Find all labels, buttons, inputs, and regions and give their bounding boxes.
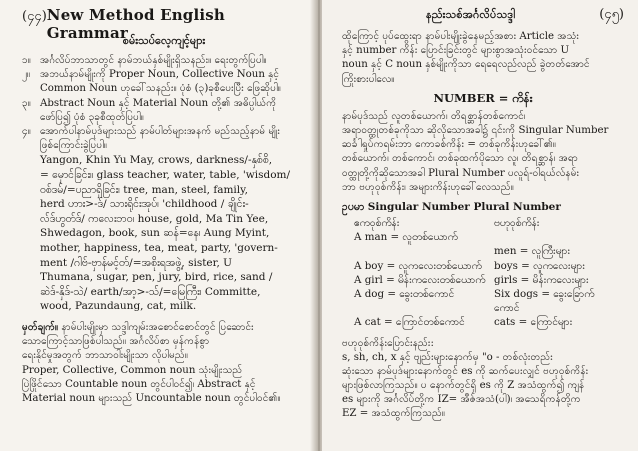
word-list-line: Thumana, sugar, pen, jury, bird, rice, sand /	[40, 271, 273, 284]
table-row	[342, 315, 624, 329]
rule-line: EZ = အသံထွက်ကြသည်။	[342, 408, 446, 420]
word-list-line: ment /ဂါဗ်-ဗှာန်မင့်တ်/=အစိုးရအဖွဲ့, sister, U	[40, 256, 233, 269]
singular-cell: A girl = မိန်းကလေးတစ်ယောက်	[354, 273, 486, 286]
number-line: ဆင်္ခါရှုပ်ကရမ်းဘာ ကောခစ်ကိန်း = တစ်ခုကိန်းဟုခေါ်၏။	[342, 139, 556, 151]
plural-cell: boys = လူကလေးများ	[494, 259, 586, 272]
singular-cell	[342, 244, 494, 258]
left-running-title: New Method English Grammar	[46, 6, 226, 42]
number-paragraph	[342, 110, 624, 195]
rule-line: s, sh, ch, x နှင့် ဗျည်းများနောက်မှ "o - တစ်လုံးတည်း	[342, 351, 553, 363]
word-list-line: Shwedagon, book, sun ဆန်=နေ၊ Aung Myint,	[40, 227, 270, 240]
table-row	[342, 287, 624, 301]
table-row	[342, 301, 624, 315]
example-table-title: ဥပမာ Singular Number Plural Number	[342, 201, 561, 214]
number-heading: NUMBER = ကိန်း	[433, 90, 533, 105]
exercise-text: အဘယ်နာမ်မျိုးကို Proper Noun, Collective Noun နှင့် Common Noun ဟုခေါ်သနည်း။ ပုံစံ (၃)ခုစီပေးပြီး ဖြေဆိုပါ။	[40, 69, 281, 95]
right-page-number: (၄၅)	[599, 7, 624, 22]
word-list-line: herd ဟား>-ဒ်/ သားရိုင်းအုပ်၊ 'childhood / ချိုင်း-	[40, 198, 249, 211]
example-table-header	[342, 216, 624, 230]
note-line: သောကြောင့်သာဖြစ်ပါသည်။ အင်္ဂလိပ်စာ မှန်ကန်စွာ	[22, 336, 210, 348]
plural-cell: men = လူကြီးများ	[494, 245, 571, 258]
singular-cell: A dog = ခွေးတစ်ကောင်	[354, 288, 455, 301]
rule-line: များဖြစ်လာကြသည်။ ပ နောက်တွင်ရှိ es ကို Z အသံထွက်၍ ကျန်	[342, 380, 585, 392]
note-label: မှတ်ချက်။	[22, 320, 59, 333]
exercise-number: ၁။	[22, 55, 31, 66]
intro-paragraph	[342, 30, 624, 87]
singular-cell: A cat = ကြောင်တစ်ကောင်	[354, 316, 465, 329]
word-list-line: = မှောင်ခြင်း။ glass teacher, water, table, 'wisdom/	[40, 169, 291, 182]
intro-line: ထိုကြောင့် ပုပ်ထွေးရာ နာမ်ပါးမျိုးခွဲနေမည့်အစား Article အသုံး	[342, 31, 580, 42]
plural-cell: Six dogs = ခွေးခြောက်	[494, 288, 595, 301]
left-page	[0, 0, 316, 451]
intro-line: noun နှင့် C noun နှစ်မျိုးကိုသာ ရေရေလည်လည် ခွဲတတ်အောင်	[342, 59, 590, 71]
exercise-text: အင်္ဂလိပ်ဘာသာတွင် နာမ်ဘယ်နှစ်မျိုးရှိသနည်း။ ရေးတွက်ပြပါ။	[40, 55, 267, 66]
word-list-line: လ်ဒ်ဟွတ်ဒ်/ ကလေးဘဝ၊ house, gold, Ma Tin Yee,	[40, 212, 269, 225]
left-page-number: (၄၄)	[22, 9, 47, 24]
word-list	[22, 153, 306, 314]
word-list-line: ဝစ်ဒမ်/=ပညာရှိခြင်း၊ tree, man, steel, family,	[40, 183, 249, 196]
plural-cell	[494, 230, 624, 244]
exercise-item	[22, 54, 306, 68]
exercise-item	[22, 68, 306, 96]
exercise-item	[22, 125, 306, 153]
note-line: ရေးနိုင်မှုအတွက် ဘာသာဝါးမျိုးသာ လိုပါမည်။	[22, 350, 188, 362]
number-line: ဝတ္ထုတို့ကိုဆိုသောအခါ Plural Number ပလူရ်-ဝါရယ်လ်နမ်း	[342, 167, 580, 179]
table-row	[342, 273, 624, 287]
word-list-line: ဆဲဒ်-နှိဒ်-သဲ/ earth/အာ့>-သ်/=မြေကြီး၊ Committe,	[40, 285, 261, 298]
exercise-text: Abstract Noun နှင့် Material Noun တို့၏ အဓိပ္ပါယ်ကို ဖော်ပြ၍ ပုံစံ ၃ခုစီထုတ်ပြပါ။	[40, 97, 277, 123]
plural-cell: girls = မိန်းကလေးများ	[494, 273, 589, 286]
number-line: အရာဝတ္ထုတစ်ခုကိုသာ ဆိုလိုသောအခါ၌ ၎င်းကို Singular Number	[342, 125, 609, 137]
singular-cell: A man = လူတစ်ယောက်	[354, 231, 458, 244]
exercise-number: ၂။	[22, 69, 31, 81]
exercise-number: ၃။	[22, 97, 31, 109]
number-line: ဘာ ဗဟုဝုစ်ကိန်း၊ အများကိန်းဟုခေါ်လေသည်။	[342, 181, 514, 193]
note-line: Material noun များသည် Uncountable noun တွင်ပါဝင်၏။	[22, 392, 281, 404]
intro-line: နှင့် number ကိန်း ပြောင်းခြင်းတွင် များစွာအသုံးဝင်သော U	[342, 45, 570, 57]
exercise-text: အောက်ပါနာမ်ပုဒ်များသည် နာမ်ပါတ်များအနက် မည်သည့်နာမ် မျိုးဖြစ်ကြောင်းခွဲပြပါ။	[40, 126, 280, 152]
word-list-line: mother, happiness, tea, meat, party, 'govern-	[40, 241, 278, 254]
exercise-number: ၄။	[22, 126, 31, 138]
note-line: Proper, Collective, Common noun သုံးမျိုးသည်	[22, 364, 243, 376]
word-list-line: Yangon, Khin Yu May, crows, darkness/-နှစ်စိ,	[40, 154, 273, 167]
plural-cell: ကောင်	[494, 302, 520, 315]
plural-rule-title: ဗဟုဝုစ်ကိန်းပြောင်းနည်း:	[342, 337, 434, 349]
singular-column-header: ဧကဝုစ်ကိန်း	[354, 217, 400, 230]
note-block	[22, 320, 306, 406]
rule-line: es များကို အင်္ဂလိပ်တို့က IZ= အီဇ်အသံ(ပါ)၊ အသေရိကန်တို့က	[342, 394, 581, 406]
table-row	[342, 230, 624, 244]
number-line: နာမ်ပုဒ်သည် လူတစ်ယောက်၊ တိရစ္ဆာန်တစ်ကောင်၊	[342, 110, 526, 122]
right-header	[342, 6, 624, 30]
word-list-line: wood, Pazundaung, cat, milk.	[40, 300, 197, 313]
singular-cell	[342, 301, 494, 315]
table-row	[342, 259, 624, 273]
number-line: တစ်ယောက်၊ တစ်ကောင်၊ တစ်ခုထက်ပိုသော လူ၊ တိရစ္ဆာန်၊ အရာ	[342, 153, 578, 165]
right-running-title: နည်းသစ်အင်္ဂလိပ်သဒ္ဒါ	[426, 8, 516, 21]
table-row	[342, 244, 624, 258]
exercise-heading: စမ်းသပ်လေ့ကျင့်များ	[122, 34, 206, 47]
plural-column-header: ဗဟုဝုစ်ကိန်း	[494, 217, 540, 230]
plural-rule-paragraph	[342, 351, 624, 422]
rule-line: ဆုံးသော နာမ်ပုဒ်များနောက်တွင် es ကို ဆက်ပေးလျှင် ဗဟုဝုစ်ကိန်း	[342, 365, 589, 377]
singular-cell: A boy = လူကလေးတစ်ယောက်	[354, 259, 482, 272]
intro-line: ကြိုးစားပါလေ။	[342, 73, 395, 85]
plural-cell: cats = ကြောင်များ	[494, 316, 573, 329]
right-page	[322, 0, 638, 451]
exercise-item	[22, 97, 306, 125]
note-line: နာမ်ပါးမျိုးမှာ သဒ္ဒါကျမ်းအစောင်စောင်တွင် ပြဆောင်း	[61, 321, 254, 333]
note-line: ပြဲဖြိုင်သော Countable noun တွင်ပါဝင်၍၊ Abstract နှင့်	[22, 378, 256, 390]
